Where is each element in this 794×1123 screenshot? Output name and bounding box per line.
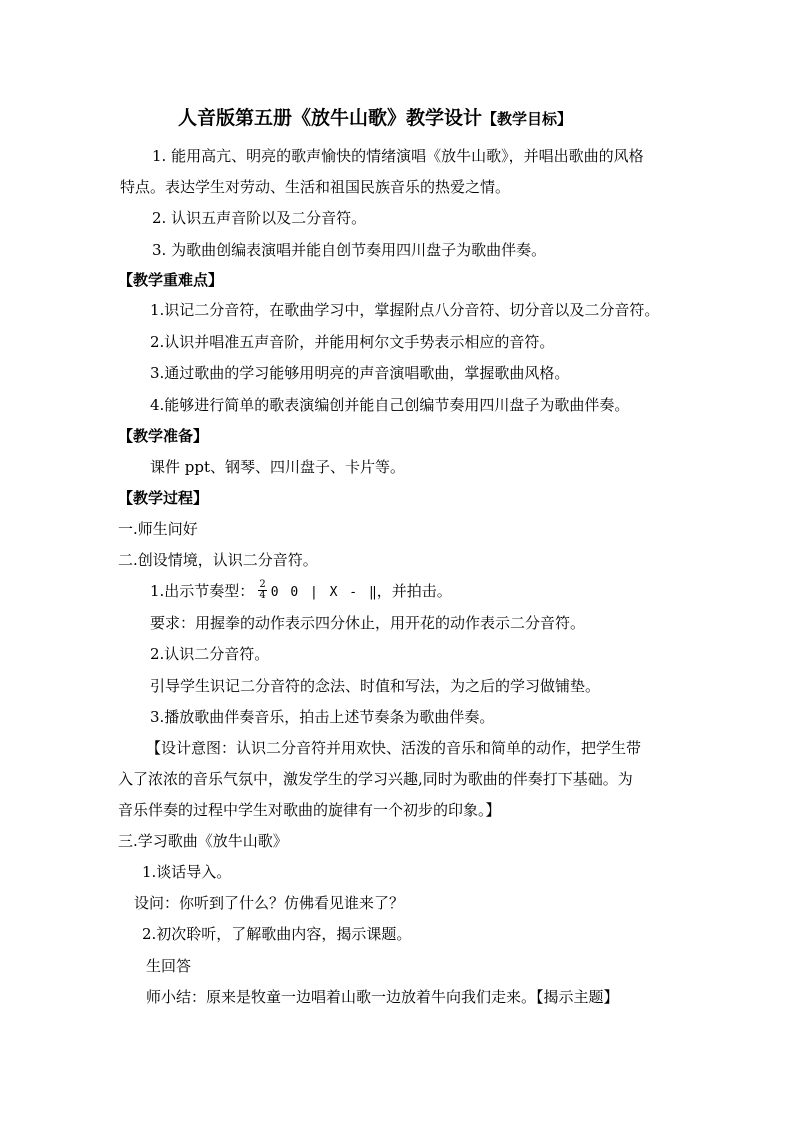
step-3-answer: 生回答	[146, 957, 192, 975]
step-3-1: 1.谈话导入。	[142, 863, 232, 881]
step-3-question: 设问：你听到了什么？仿佛看见谁来了？	[134, 894, 405, 912]
key-point-4: 4.能够进行简单的歌表演编创并能自己创编节奏用四川盘子为歌曲伴奏。	[150, 396, 630, 414]
heading-process: 【教学过程】	[118, 489, 209, 507]
step-2-2: 2.认识二分音符。	[150, 645, 270, 663]
step-2-3: 3.播放歌曲伴奏音乐，拍击上述节奏条为歌曲伴奏。	[150, 708, 495, 726]
key-point-1: 1.识记二分音符，在歌曲学习中，掌握附点八分音符、切分音以及二分音符。	[150, 301, 660, 319]
heading-preparation: 【教学准备】	[118, 427, 209, 445]
key-point-2: 2.认识并唱准五声音阶，并能用柯尔文手势表示相应的音符。	[150, 333, 555, 351]
time-signature-denominator: 4	[259, 589, 266, 601]
document-title	[178, 108, 572, 130]
step-1: 一.师生问好	[118, 520, 198, 538]
goal-1-line-1: 1. 能用高亢、明亮的歌声愉快的情绪演唱《放牛山歌》，并唱出歌曲的风格	[152, 147, 644, 165]
step-3-2: 2.初次聆听，了解歌曲内容，揭示课题。	[142, 925, 412, 943]
design-intent-line-2: 入了浓浓的音乐气氛中，激发学生的学习兴趣,同时为歌曲的伴奏打下基础。为	[118, 770, 633, 788]
goal-1-line-2: 特点。表达学生对劳动、生活和祖国民族音乐的热爱之情。	[120, 178, 511, 196]
time-signature-numerator: 2	[259, 578, 266, 590]
step-2-1-rhythm-line	[150, 578, 452, 603]
step-2-1-prefix: 1.出示节奏型：	[150, 582, 255, 600]
step-3: 三.学习歌曲《放牛山歌》	[118, 832, 288, 850]
step-2-1-suffix: ，并拍击。	[376, 582, 452, 600]
goal-2: 2. 认识五声音阶以及二分音符。	[152, 209, 367, 227]
goal-3: 3. 为歌曲创编表演唱并能自创节奏用四川盘子为歌曲伴奏。	[152, 241, 547, 259]
rhythm-pattern: 0 0 | X - ‖	[270, 585, 377, 600]
heading-key-points: 【教学重难点】	[118, 271, 224, 289]
design-intent-line-3: 音乐伴奏的过程中学生对歌曲的旋律有一个初步的印象。】	[118, 801, 501, 819]
step-3-summary: 师小结：原来是牧童一边唱着山歌一边放着牛向我们走来。【揭示主题】	[146, 988, 619, 1006]
time-signature	[258, 580, 266, 601]
key-point-3: 3.通过歌曲的学习能够用明亮的声音演唱歌曲，掌握歌曲风格。	[150, 364, 570, 382]
design-intent-line-1: 【设计意图：认识二分音符并用欢快、活泼的音乐和简单的动作，把学生带	[146, 739, 642, 757]
title-main: 人音版第五册《放牛山歌》教学设计	[178, 107, 483, 129]
step-2: 二.创设情境，认识二分音符。	[118, 551, 318, 569]
preparation-text: 课件 ppt、钢琴、四川盘子、卡片等。	[150, 458, 406, 476]
heading-teaching-goals: 【教学目标】	[482, 110, 573, 128]
step-2-requirement: 要求：用握拳的动作表示四分休止，用开花的动作表示二分音符。	[150, 614, 586, 632]
step-2-guide: 引导学生识记二分音符的念法、时值和写法，为之后的学习做铺垫。	[150, 677, 601, 695]
